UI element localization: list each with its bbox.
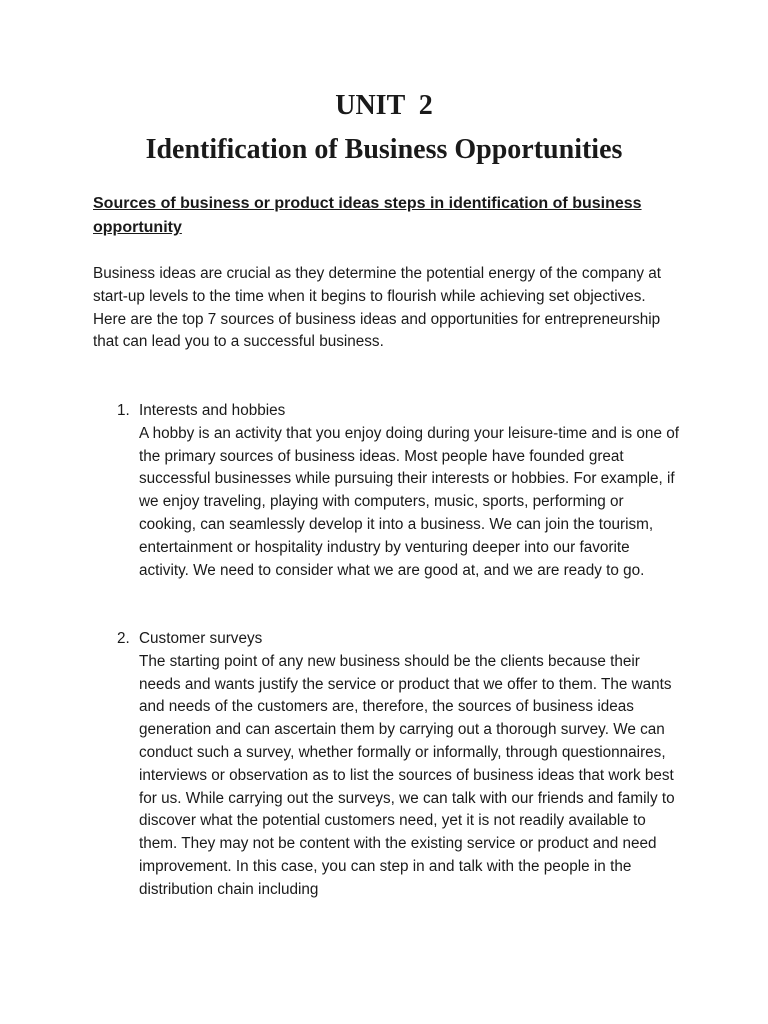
list-item-title: Customer surveys [139, 630, 263, 647]
list-item-number: 2. [117, 630, 130, 647]
unit-title: UNIT 2 [335, 90, 433, 121]
list-item-number: 1. [117, 402, 130, 419]
intro-paragraph: Business ideas are crucial as they determine the potential energy of the company at start-up levels to the time when it begins to flourish while achieving set objectives. Here are the top 7 sources of business ideas and opportunities for entrepreneurship that can lead you to a successful business. [93, 265, 662, 351]
list-item-title: Interests and hobbies [139, 402, 286, 419]
document-title: Identification of Business Opportunities [145, 134, 623, 165]
section-heading: Sources of business or product ideas steps in identification of business opportunity [93, 195, 642, 236]
list-item-body: A hobby is an activity that you enjoy doing during your leisure-time and is one of the primary sources of business ideas. Most people have founded great successful businesses while pursuing their interests or hobbies. For example, if we enjoy traveling, playing with computers, music, sports, performing or cooking, can seamlessly develop it into a business. We can join the tourism, entertainment or hospitality industry by venturing deeper into our favorite activity. We need to consider what we are good at, and we are ready to go. [139, 424, 679, 579]
list-item-body: The starting point of any new business should be the clients because their needs and wants justify the service or product that we offer to them. The wants and needs of the customers are, therefore, the sources of business ideas generation and can ascertain them by carrying out a thorough survey. We can conduct such a survey, whether formally or informally, through questionnaires, interviews or observation as to list the sources of business ideas that work best for us. While carrying out the surveys, we can talk with our friends and family to discover what the potential customers need, yet it is not readily available to them. They may not be content with the existing service or product and need improvement. In this case, you can step in and talk with the people in the distribution chain including [139, 652, 675, 898]
